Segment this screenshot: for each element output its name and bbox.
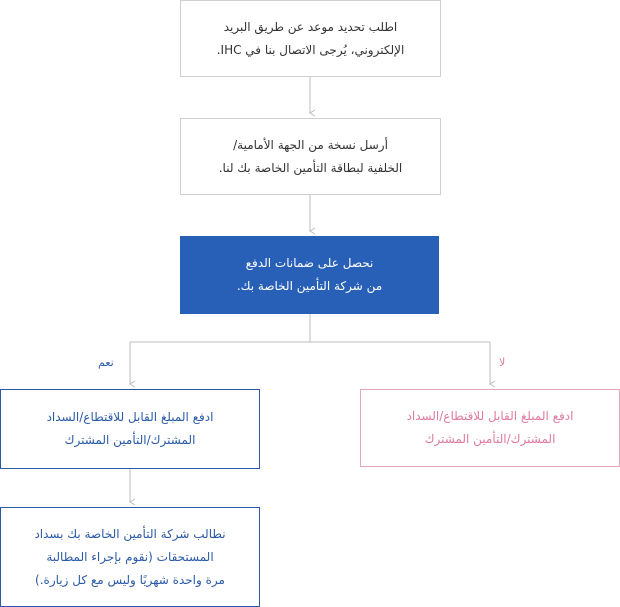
box-no-pay-deductible: [360, 389, 620, 467]
step-request-appointment: [180, 0, 441, 77]
claim-line1: نطالب شركة التأمين الخاصة بك بسداد: [34, 526, 226, 541]
box-yes-pay-deductible: [0, 389, 260, 469]
step2-line2: الخلفية لبطاقة التأمين الخاصة بك لنا.: [218, 160, 403, 175]
step1-line2: الإلكتروني، يُرجى الاتصال بنا في IHC.: [216, 42, 405, 57]
step1-line1: اطلب تحديد موعد عن طريق البريد: [223, 19, 398, 34]
claim-line2: المستحقات (نقوم بإجراء المطالبة: [46, 549, 214, 564]
step2-line1: أرسل نسخة من الجهة الأمامية/: [233, 137, 388, 152]
step3-line2: من شركة التأمين الخاصة بك.: [236, 279, 383, 293]
step-obtain-payment-guarantee: [180, 236, 439, 314]
branch-label-yes: نعم: [98, 356, 114, 369]
yes-box-line1: ادفع المبلغ القابل للاقتطاع/السداد: [46, 410, 214, 424]
claim-line3: مرة واحدة شهريًا وليس مع كل زيارة.): [35, 572, 225, 587]
no-box-line1: ادفع المبلغ القابل للاقتطاع/السداد: [406, 409, 574, 423]
yes-box-line2: المشترك/التأمين المشترك: [64, 433, 196, 447]
step-send-insurance-card: [180, 118, 441, 195]
box-claim-insurance: [0, 507, 260, 607]
no-box-line2: المشترك/التأمين المشترك: [424, 432, 556, 446]
step3-line1: نحصل على ضمانات الدفع: [245, 256, 374, 270]
branch-label-no: لا: [499, 356, 506, 369]
